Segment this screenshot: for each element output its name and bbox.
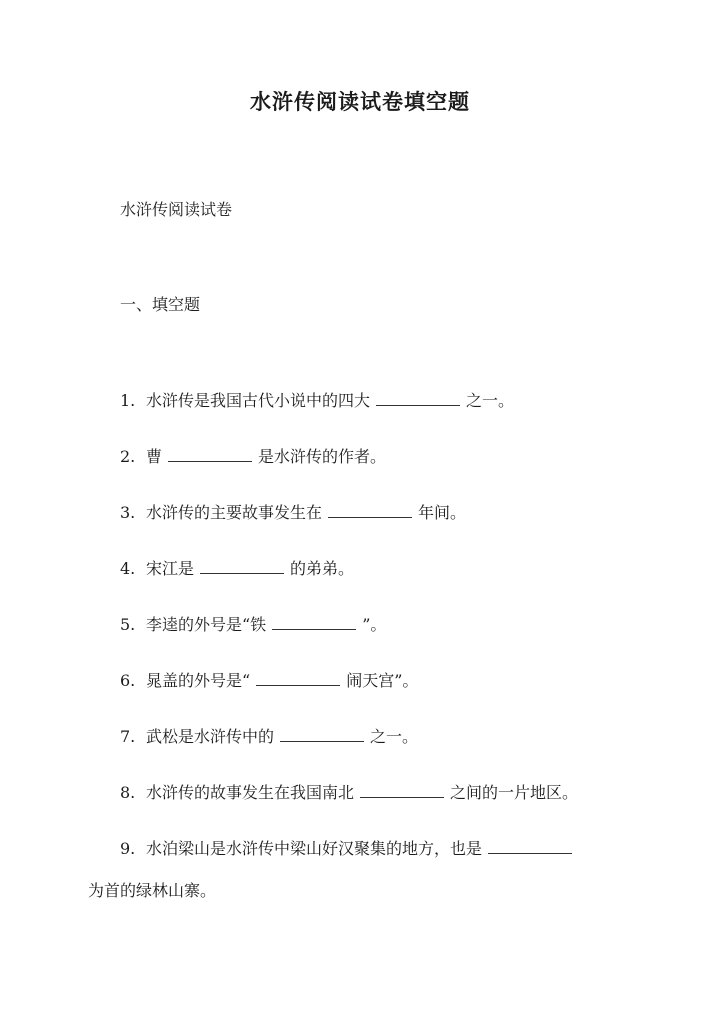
question-text: 晁盖的外号是“ <box>146 671 251 690</box>
question-text: 的弟弟。 <box>290 559 355 578</box>
question-7 <box>120 724 418 747</box>
question-number: 8. <box>120 783 136 802</box>
question-number: 9. <box>120 839 136 858</box>
question-9-continuation: 为首的绿林山寨。 <box>88 881 217 900</box>
answer-blank[interactable] <box>360 783 444 798</box>
answer-blank[interactable] <box>168 447 252 462</box>
question-8 <box>120 780 578 803</box>
question-6 <box>120 668 418 691</box>
question-text: 年间。 <box>418 503 467 522</box>
section-heading: 一、填空题 <box>120 295 201 314</box>
question-9 <box>120 836 578 859</box>
question-text: 之间的一片地区。 <box>450 783 579 802</box>
question-number: 5. <box>120 615 136 634</box>
question-text: 曹 <box>146 447 163 466</box>
question-3 <box>120 500 466 523</box>
answer-blank[interactable] <box>280 727 364 742</box>
answer-blank[interactable] <box>200 559 284 574</box>
question-text: 闹天宫”。 <box>346 671 419 690</box>
question-number: 3. <box>120 503 136 522</box>
document-title: 水浒传阅读试卷填空题 <box>250 89 470 114</box>
question-text: 之一。 <box>370 727 419 746</box>
answer-blank[interactable] <box>488 839 572 854</box>
question-text: 李逵的外号是“铁 <box>146 615 267 634</box>
document-subtitle: 水浒传阅读试卷 <box>120 200 233 219</box>
question-number: 2. <box>120 447 136 466</box>
question-text: 宋江是 <box>146 559 195 578</box>
question-text: 之一。 <box>466 391 515 410</box>
answer-blank[interactable] <box>376 391 460 406</box>
question-number: 6. <box>120 671 136 690</box>
question-text: 水浒传的主要故事发生在 <box>146 503 323 522</box>
answer-blank[interactable] <box>256 671 340 686</box>
question-number: 7. <box>120 727 136 746</box>
question-text: 是水浒传的作者。 <box>258 447 387 466</box>
question-text: 水泊梁山是水浒传中梁山好汉聚集的地方，也是 <box>146 839 483 858</box>
question-1 <box>120 388 514 411</box>
question-text: 水浒传的故事发生在我国南北 <box>146 783 355 802</box>
answer-blank[interactable] <box>328 503 412 518</box>
question-5 <box>120 612 386 635</box>
question-text: ”。 <box>362 615 387 634</box>
question-text: 水浒传是我国古代小说中的四大 <box>146 391 371 410</box>
question-4 <box>120 556 354 579</box>
question-text: 武松是水浒传中的 <box>146 727 275 746</box>
question-number: 1. <box>120 391 136 410</box>
question-2 <box>120 444 386 467</box>
question-number: 4. <box>120 559 136 578</box>
answer-blank[interactable] <box>272 615 356 630</box>
